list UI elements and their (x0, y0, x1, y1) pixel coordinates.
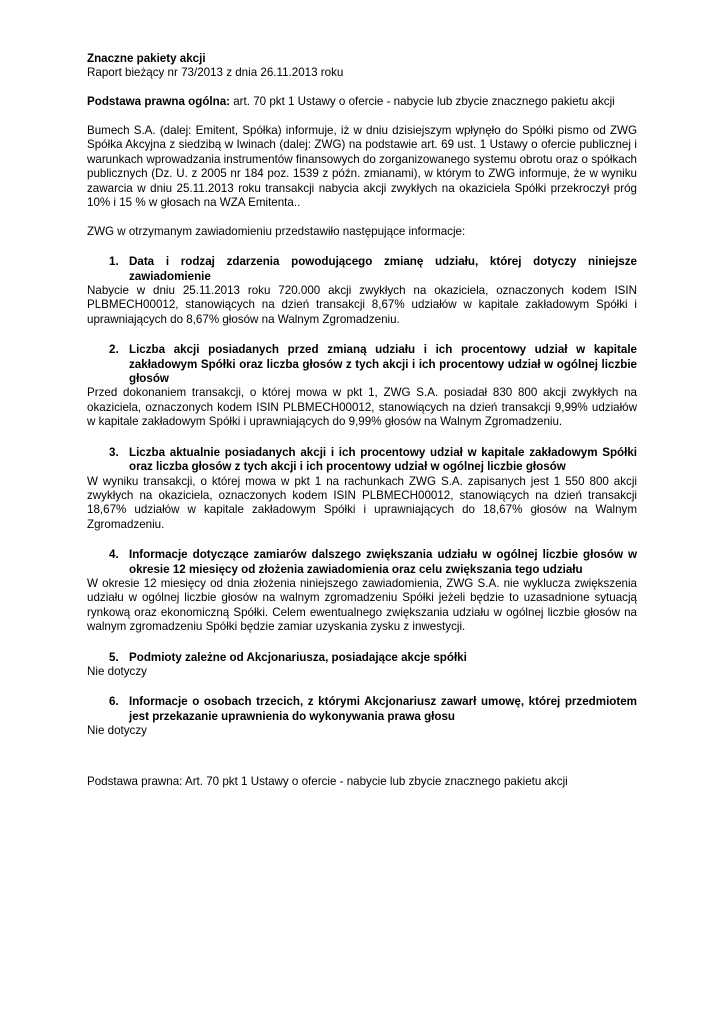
spacer (87, 739, 637, 775)
section-heading (87, 343, 637, 386)
section-number: 6. (109, 695, 119, 709)
spacer (87, 635, 637, 651)
intro-paragraph: Bumech S.A. (dalej: Emitent, Spółka) informuje, iż w dniu dzisiejszym wpłynęło do Spółki pismo od ZWG Spółka Akcyjna z siedzibą w Iwinach (dalej: ZWG) na podstawie art. 69 ust. 1 Ustawy o ofercie publicznej i warunkach wprowadzania instrumentów finansowych do zorganizowanego systemu obrotu oraz o spółkach publicznych (Dz. U. z 2005 nr 184 poz. 1539 z późn. zmianami), w którym to ZWG informuje, że w wyniku zawarcia w dniu 25.11.2013 roku transakcji nabycia akcji zwykłych na okaziciela Spółki przekroczył próg 10% i 15 % w głosach na WZA Emitenta.. (87, 124, 637, 210)
legal-basis-label: Podstawa prawna ogólna: (87, 95, 231, 109)
report-line: Raport bieżący nr 73/2013 z dnia 26.11.2013 roku (87, 66, 344, 80)
spacer (87, 532, 637, 548)
section-body: Nie dotyczy (87, 664, 147, 678)
section-body: W wyniku transakcji, o której mowa w pkt 1 na rachunkach ZWG S.A. zapisanych jest 1 550 800 akcji zwykłych na okaziciela, oznaczonych kodem ISIN PLBMECH00012, stanowiących na dzień transakcji 18,67% udziałów w kapitale zakładowym Spółki i uprawniających do 18,67% głosów na Walnym Zgromadzeniu. (87, 474, 637, 531)
section-number: 3. (109, 445, 119, 459)
section-number: 5. (109, 650, 119, 664)
spacer (87, 327, 637, 343)
legal-basis-paragraph (87, 95, 637, 109)
lead-in-text: ZWG w otrzymanym zawiadomieniu przedstawiło następujące informacje: (87, 224, 466, 238)
section-heading (87, 446, 637, 475)
section-5 (87, 651, 637, 680)
section-2 (87, 343, 637, 429)
spacer (87, 430, 637, 446)
section-1 (87, 255, 637, 327)
spacer (87, 81, 637, 95)
section-6 (87, 695, 637, 738)
footer-legal-basis: Podstawa prawna: Art. 70 pkt 1 Ustawy o ofercie - nabycie lub zbycie znacznego pakietu akcji (87, 774, 568, 788)
section-heading (87, 548, 637, 577)
document-page (87, 52, 637, 789)
section-heading (87, 695, 637, 724)
section-title: Data i rodzaj zdarzenia powodującego zmianę udziału, której dotyczy niniejsze zawiadomienie (129, 255, 637, 283)
section-title: Informacje o osobach trzecich, z którymi Akcjonariusz zawarł umowę, której przedmiotem jest przekazanie uprawnienia do wykonywania prawa głosu (129, 695, 637, 723)
section-title: Liczba akcji posiadanych przed zmianą udziału i ich procentowy udział w kapitale zakładowym Spółki oraz liczba głosów z tych akcji i ich procentowy udział w ogólnej liczbie głosów (129, 343, 637, 386)
section-body: Nabycie w dniu 25.11.2013 roku 720.000 akcji zwykłych na okaziciela, oznaczonych kodem ISIN PLBMECH00012, stanowiących na dzień transakcji 8,67% udziałów w kapitale zakładowym Spółki i uprawniających do 8,67% głosów na Walnym Zgromadzeniu. (87, 284, 637, 326)
legal-basis-text: art. 70 pkt 1 Ustawy o ofercie - nabycie lub zbycie znacznego pakietu akcji (230, 95, 615, 109)
section-3 (87, 446, 637, 532)
section-body: Nie dotyczy (87, 724, 147, 738)
spacer (87, 110, 637, 124)
section-number: 4. (109, 548, 119, 562)
section-title: Podmioty zależne od Akcjonariusza, posiadające akcje spółki (129, 650, 467, 664)
spacer (87, 679, 637, 695)
spacer (87, 210, 637, 224)
section-number: 2. (109, 343, 119, 357)
section-4 (87, 548, 637, 634)
section-title: Liczba aktualnie posiadanych akcji i ich procentowy udział w kapitale zakładowym Spółki oraz liczba głosów z tych akcji i ich procentowy udział w ogólnej liczbie głosów (129, 445, 637, 474)
document-title: Znaczne pakiety akcji (87, 52, 206, 65)
section-title: Informacje dotyczące zamiarów dalszego zwiększania udziału w ogólnej liczbie głosów w okresie 12 miesięcy od złożenia zawiadomienia oraz celu zwiększania tego udziału (129, 548, 637, 576)
spacer (87, 239, 637, 255)
section-body: W okresie 12 miesięcy od dnia złożenia niniejszego zawiadomienia, ZWG S.A. nie wyklucza zwiększenia udziału w ogólnej liczbie głosów na walnym zgromadzeniu Spółki jeżeli będzie to uzasadnione sytuacją rynkową oraz ekonomiczną Spółki. Celem ewentualnego zwiększania udziału w ogólnej liczbie głosów na walnym zgromadzeniu Spółki będzie zamiar uzyskania zysku z inwestycji. (87, 576, 637, 634)
section-heading (87, 651, 637, 665)
section-heading (87, 255, 637, 284)
section-body: Przed dokonaniem transakcji, o której mowa w pkt 1, ZWG S.A. posiadał 830 800 akcji zwykłych na okaziciela, oznaczonych kodem ISIN PLBMECH00012, stanowiących na dzień transakcji 9,99% udziałów w kapitale zakładowym Spółki i uprawniających do 9,99% głosów na Walnym Zgromadzeniu. (87, 386, 637, 429)
section-number: 1. (109, 255, 119, 269)
